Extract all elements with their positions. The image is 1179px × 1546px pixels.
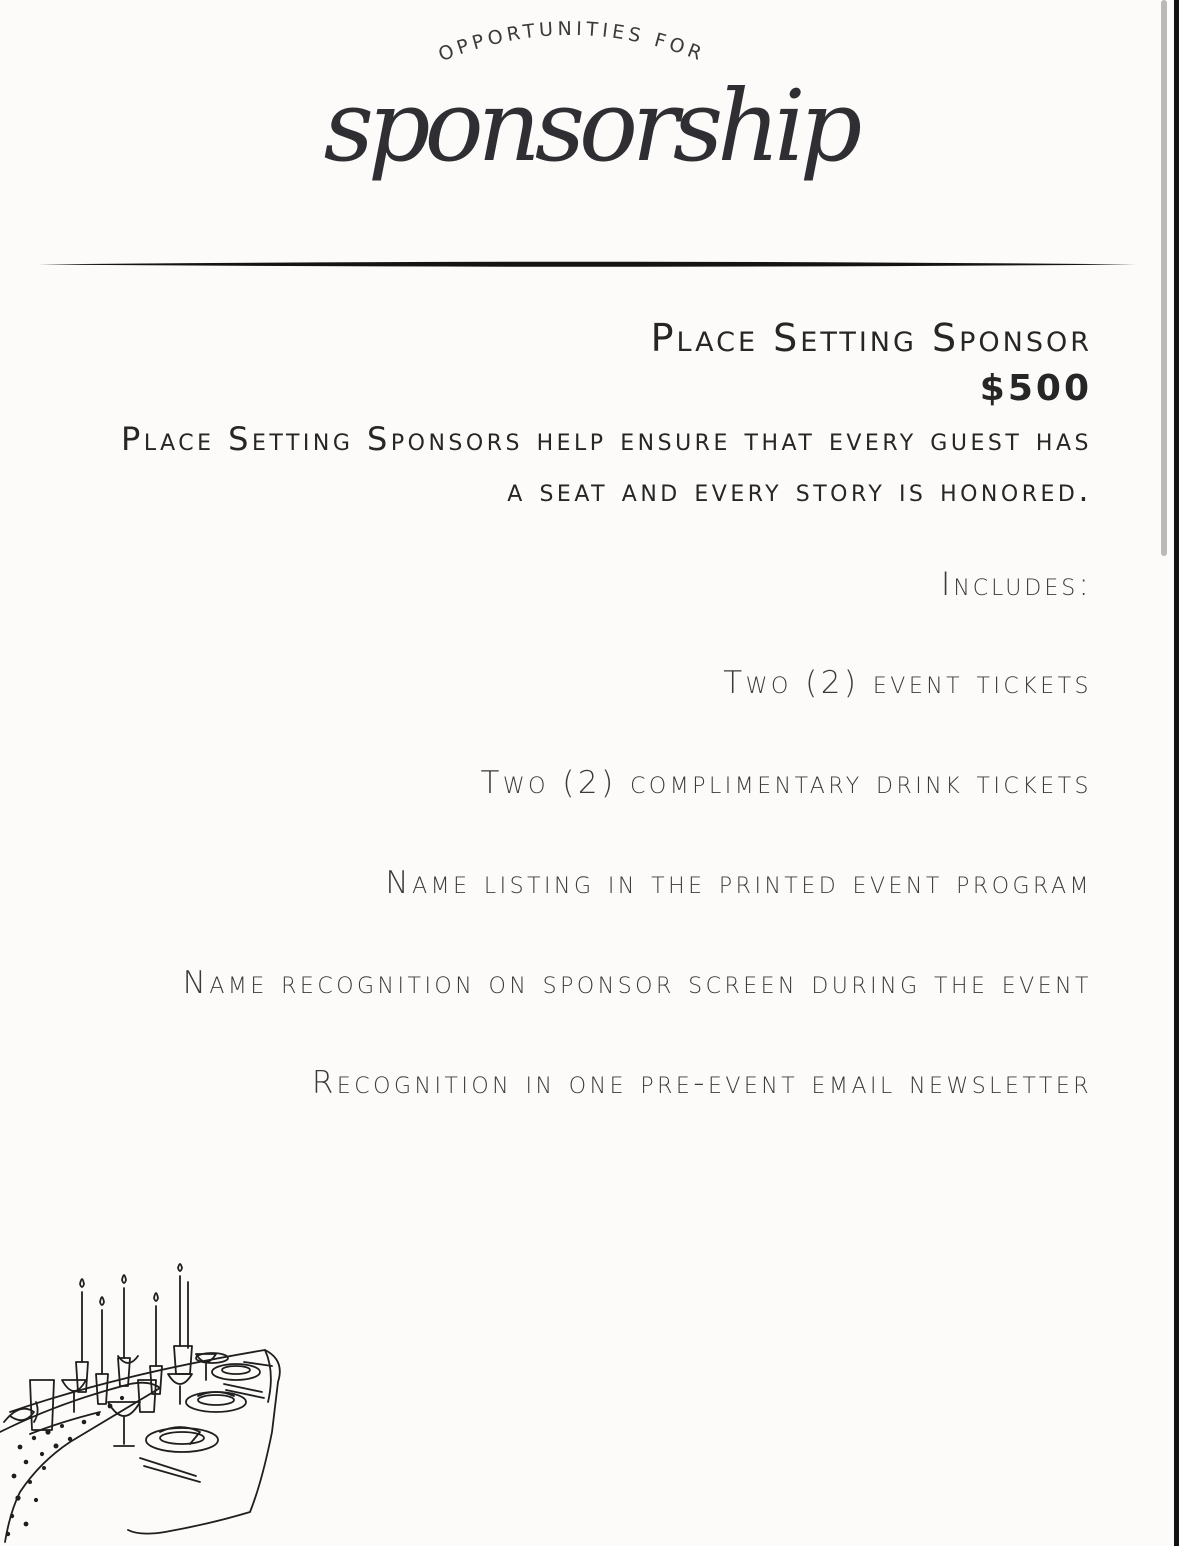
tier-description: Place Setting Sponsors help ensure that every guest has a seat and every story is honored.	[121, 420, 1092, 509]
header-divider	[38, 255, 1138, 275]
includes-label: Includes:	[940, 565, 1092, 603]
arc-heading-text: OPPORTUNITIES FOR	[435, 17, 709, 67]
sponsor-tier-section	[90, 312, 1092, 1158]
svg-text:OPPORTUNITIES FOR	[435, 18, 708, 66]
benefits-list	[90, 658, 1092, 1109]
dinner-table-illustration-icon	[0, 1262, 290, 1546]
benefit-item: Recognition in one pre-event email newsletter	[311, 1065, 1092, 1101]
script-title-text: sponsorship	[323, 70, 857, 184]
window-edge	[1174, 0, 1179, 1546]
benefit-item: Two (2) complimentary drink tickets	[480, 765, 1092, 801]
sponsorship-script-title	[290, 68, 890, 198]
benefit-item: Two (2) event tickets	[723, 665, 1092, 701]
tier-title: Place Setting Sponsor	[650, 316, 1092, 360]
tier-price: $500	[979, 368, 1092, 409]
benefit-item: Name listing in the printed event program	[385, 865, 1092, 901]
scrollbar-thumb[interactable]	[1161, 0, 1167, 556]
benefit-item: Name recognition on sponsor screen during the event	[182, 965, 1092, 1001]
